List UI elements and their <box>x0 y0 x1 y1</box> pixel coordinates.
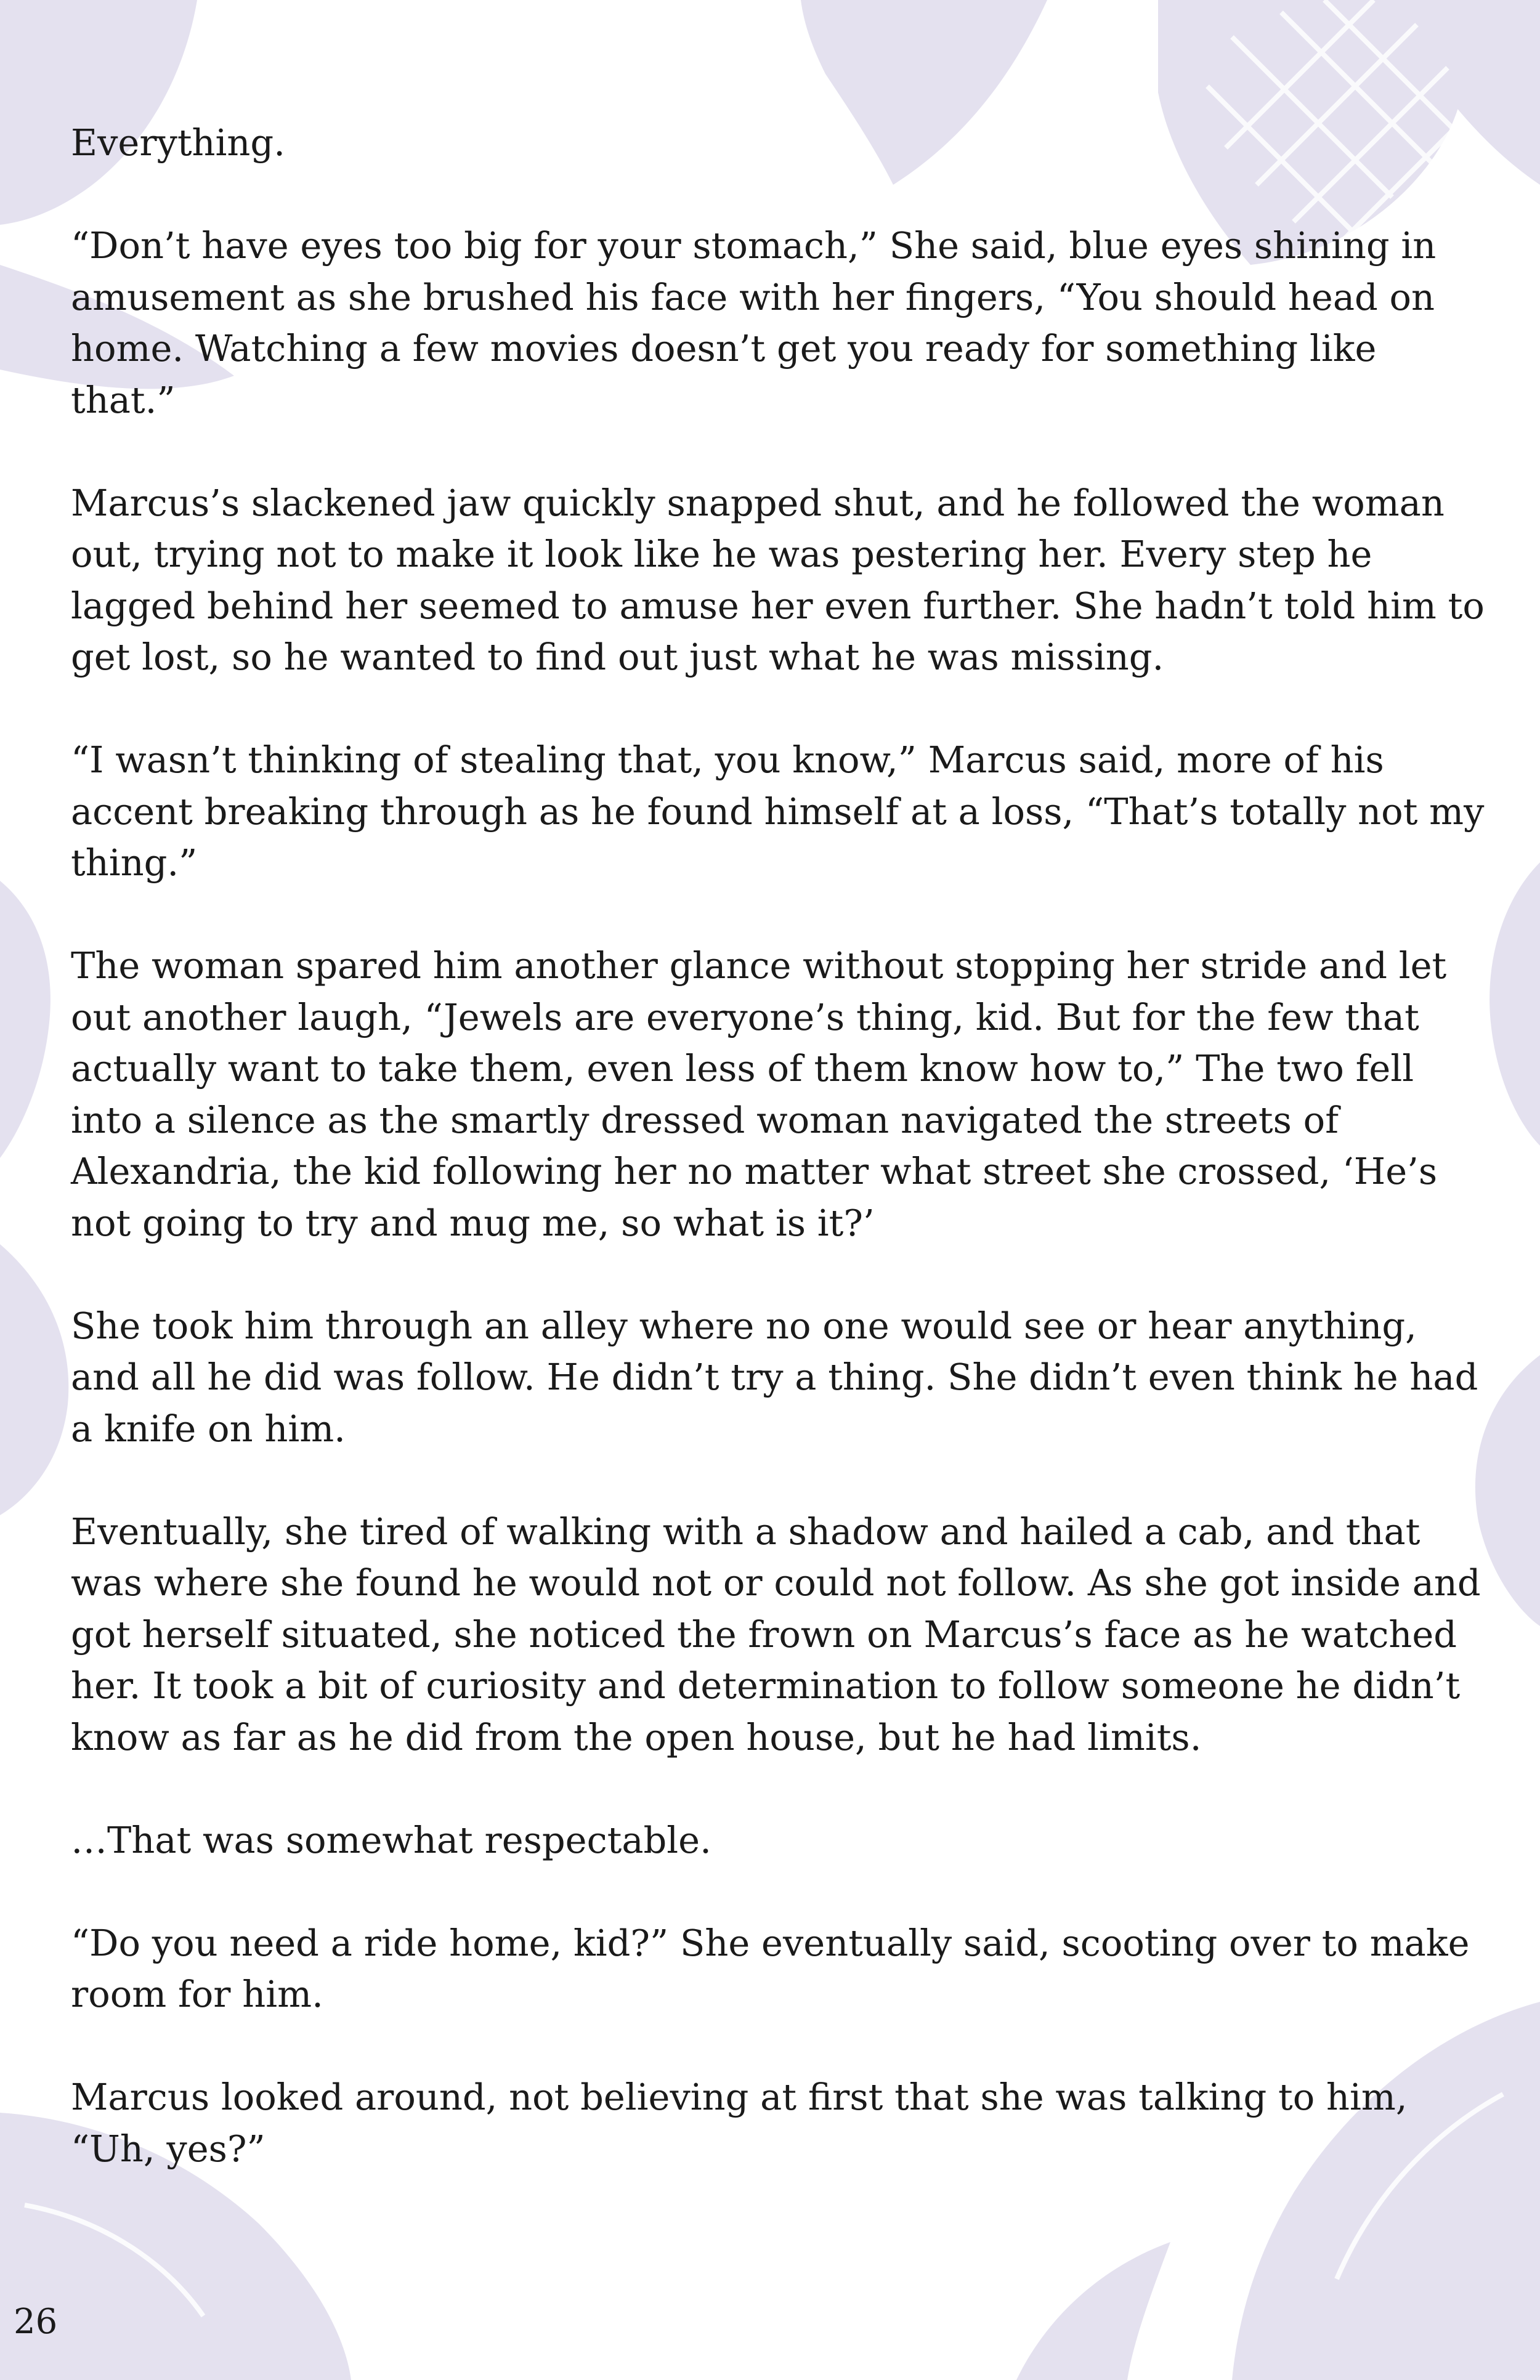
paragraph: “Do you need a ride home, kid?” She eventually said, scooting over to make room for him. <box>71 1921 1470 2015</box>
feather-icon <box>1489 862 1540 1146</box>
paragraph: Marcus’s slackened jaw quickly snapped shut, and he followed the woman out, trying not to make it look like he was pestering her. Every step he lagged behind her seemed to amuse her even further. She hadn’t told him to get lost, so he wanted to find out just what he was missing. <box>71 481 1485 678</box>
page-number: 26 <box>14 2302 58 2342</box>
paragraph: “I wasn’t thinking of stealing that, you know,” Marcus said, more of his accent breaking through as he found himself at a loss, “That’s totally not my thing.” <box>71 739 1485 884</box>
paragraph: “Don’t have eyes too big for your stomach,” She said, blue eyes shining in amusement as she brushed his face with her fingers, “You should head on home. Watching a few movies doesn’t get you ready for something like that.” <box>71 224 1437 421</box>
paragraph: Eventually, she tired of walking with a shadow and hailed a cab, and that was where she found he would not or could not follow. As she got inside and got herself situated, she noticed the frown on Marcus’s face as he watched her. It took a bit of curiosity and determination to follow someone he didn’t know as far as he did from the open house, but he had limits. <box>71 1510 1481 1759</box>
paragraph: The woman spared him another glance without stopping her stride and let out another laugh, “Jewels are everyone’s thing, kid. But for the few that actually want to take them, even less of them know how to,” The two fell into a silence as the smartly dressed woman navigated the streets of Alexandria, the kid following her no matter what street she crossed, ‘He’s not going to try and mug me, so what is it?’ <box>71 944 1447 1244</box>
story-text <box>71 117 1488 2226</box>
paragraph: Marcus looked around, not believing at first that she was talking to him, “Uh, yes?” <box>71 2076 1408 2170</box>
feather-icon <box>0 881 51 1158</box>
paragraph: She took him through an alley where no one would see or hear anything, and all he did was follow. He didn’t try a thing. She didn’t even think he had a knife on him. <box>71 1304 1478 1450</box>
paragraph: Everything. <box>71 121 285 164</box>
paragraph: …That was somewhat respectable. <box>71 1818 711 1861</box>
